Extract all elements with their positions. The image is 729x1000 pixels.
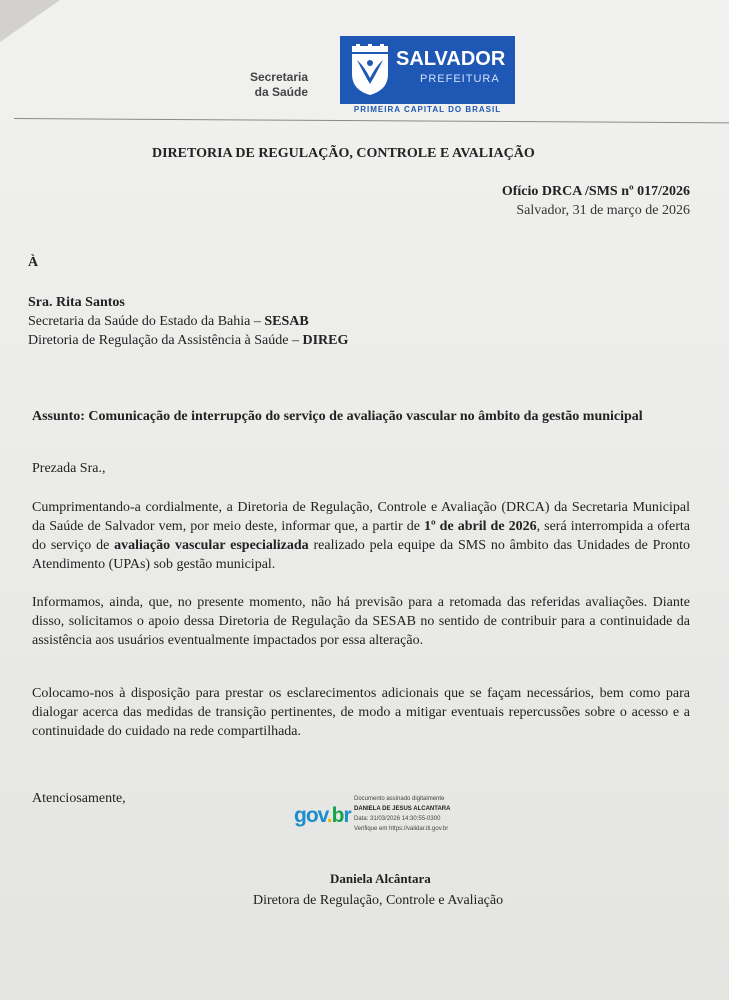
secretaria-label xyxy=(232,70,308,100)
signer-role: Diretora de Regulação, Controle e Avaliação xyxy=(253,893,504,908)
govbr-logo-part-b: b xyxy=(331,804,344,827)
city-crest-icon xyxy=(348,44,392,96)
logo-tagline: PRIMEIRA CAPITAL DO BRASIL xyxy=(353,105,502,114)
addressee-line2-text: Diretoria de Regulação da Assistência à Saúde – xyxy=(28,333,303,348)
addressee-prefix: À xyxy=(28,255,39,270)
subject-label: Assunto: xyxy=(32,409,85,424)
signature-date: Data: 31/03/2026 14:30:55-0300 xyxy=(354,816,441,822)
subject-line xyxy=(32,407,690,426)
addressee-line1-bold: SESAB xyxy=(264,314,309,329)
addressee-line2-bold: DIREG xyxy=(302,333,349,348)
salvador-logo xyxy=(340,36,515,104)
p1-bold-service: avaliação vascular especializada xyxy=(114,538,309,553)
signature-verify-link: Verifique em https://validar.iti.gov.br xyxy=(354,826,449,832)
addressee-line1-text: Secretaria da Saúde do Estado da Bahia – xyxy=(28,314,265,329)
logo-name: SALVADOR xyxy=(396,48,506,70)
oficio-number: Ofício DRCA /SMS nº 017/2026 xyxy=(501,184,690,199)
subject-text: Comunicação de interrupção do serviço de avaliação vascular no âmbito da gestão municipal xyxy=(88,409,643,424)
p1-text-a: Cumprimentando-a cordialmente, a Diretoria de Regulação, Controle e Avaliação (DRCA) da Secretaria Municipal da Saúde de Salvador vem, por meio deste, informar que, a partir de xyxy=(32,500,690,534)
signature-details xyxy=(354,794,450,834)
page-fold-corner xyxy=(0,0,60,42)
govbr-logo-part-gov: gov xyxy=(294,804,327,827)
govbr-logo-part-r: r xyxy=(343,804,351,827)
secretaria-line2: da Saúde xyxy=(254,85,308,99)
signer-name: Daniela Alcântara xyxy=(330,871,431,886)
greeting: Prezada Sra., xyxy=(32,461,106,476)
closing: Atenciosamente, xyxy=(32,791,126,806)
signature-signer: DANIELA DE JESUS ALCANTARA xyxy=(354,806,451,812)
secretaria-line1: Secretaria xyxy=(249,70,308,84)
p1-bold-date: 1º de abril de 2026 xyxy=(424,519,537,534)
place-date: Salvador, 31 de março de 2026 xyxy=(516,203,690,218)
addressee-line1 xyxy=(28,312,348,331)
paragraph-3: Colocamo-nos à disposição para prestar os esclarecimentos adicionais que se façam necessários, bem como para dialogar acerca das medidas de transição pertinentes, de modo a mitigar eventuais repercussões sobre o acesso e a continuidade do cuidado na rede compartilhada. xyxy=(32,686,690,739)
logo-sub: PREFEITURA xyxy=(420,73,500,85)
header-divider xyxy=(14,118,729,123)
govbr-logo xyxy=(294,804,351,828)
department-title: DIRETORIA DE REGULAÇÃO, CONTROLE E AVALIAÇÃO xyxy=(152,146,535,161)
p1-text-c: , será interrompida a oferta do serviço de xyxy=(32,519,690,553)
signature-line1: Documento assinado digitalmente xyxy=(354,796,445,802)
p1-text-e: realizado pela equipe da SMS no âmbito das Unidades de Pronto Atendimento (UPAs) sob gestão municipal. xyxy=(32,538,690,572)
addressee-block xyxy=(28,293,348,350)
addressee-name: Sra. Rita Santos xyxy=(28,295,125,310)
govbr-logo-part-dot: . xyxy=(326,804,332,827)
addressee-line2 xyxy=(28,331,348,350)
paragraph-2: Informamos, ainda, que, no presente momento, não há previsão para a retomada das referidas avaliações. Diante disso, solicitamos o apoio dessa Diretoria de Regulação da SESAB no sentido de contribuir para a continuidade da assistência aos usuários eventualmente impactados por essa alteração. xyxy=(32,595,690,648)
paragraph-1 xyxy=(32,498,690,574)
